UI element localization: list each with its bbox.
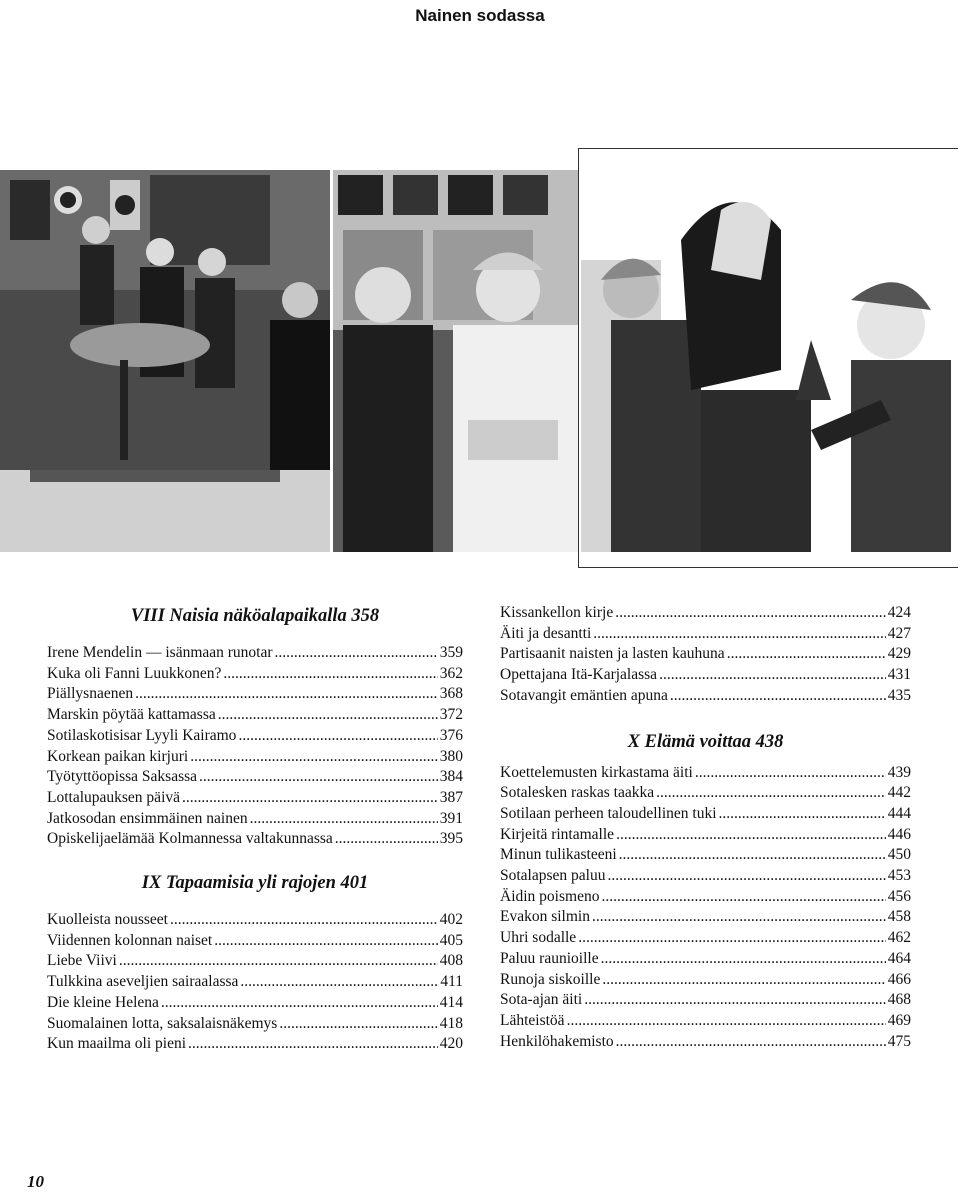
toc-entry-title: Kuka oli Fanni Luukkonen?	[47, 664, 222, 682]
toc-entry-page: 380	[439, 747, 463, 765]
photo-strip	[0, 170, 960, 552]
toc-entry-title: Uhri sodalle	[500, 929, 577, 947]
toc-entry[interactable]	[500, 949, 911, 970]
toc-entry-title: Sotalesken raskas taakka	[500, 784, 655, 802]
toc-entry-title: Lottalupauksen päivä	[47, 788, 180, 806]
toc-entry-title: Opettajana Itä-Karjalassa	[500, 666, 658, 684]
toc-list-ix	[47, 910, 463, 1055]
toc-entry-title: Evakon silmin	[500, 908, 590, 926]
toc-entry[interactable]	[500, 665, 911, 686]
toc-entry-page: 453	[887, 867, 911, 885]
toc-entry-title: Kissankellon kirje	[500, 604, 614, 621]
toc-entry-title: Paluu raunioille	[500, 949, 599, 967]
toc-entry-page: 466	[887, 970, 911, 988]
toc-entry-title: Partisaanit naisten ja lasten kauhuna	[500, 645, 725, 663]
toc-entry-page: 368	[439, 685, 463, 703]
toc-entry[interactable]	[500, 763, 911, 784]
toc-entry-title: Työtyttöopissa Saksassa	[47, 768, 198, 786]
toc-entry[interactable]	[47, 788, 463, 809]
toc-entry-title: Sota-ajan äiti	[500, 991, 583, 1009]
toc-entry-title: Marskin pöytää kattamassa	[47, 706, 216, 724]
toc-entry-title: Sotilaskotisisar Lyyli Kairamo	[47, 726, 237, 744]
toc-entry-page: 446	[887, 825, 911, 843]
toc-entry-title: Kuolleista nousseet	[47, 911, 168, 929]
toc-entry[interactable]	[500, 825, 911, 846]
toc-entry[interactable]	[500, 624, 911, 645]
toc-entry[interactable]	[500, 603, 911, 624]
toc-entry-title: Lähteistöä	[500, 1011, 565, 1029]
toc-entry-title: Äiti ja desantti	[500, 624, 592, 642]
toc-entry-page: 405	[439, 931, 463, 949]
toc-entry-title: Minun tulikasteeni	[500, 846, 617, 864]
toc-entry[interactable]	[47, 643, 463, 664]
toc-entry[interactable]	[47, 684, 463, 705]
toc-entry-page: 384	[439, 768, 463, 786]
toc-entry[interactable]	[47, 809, 463, 830]
photo-group-at-table	[0, 170, 330, 552]
toc-entry-page: 420	[439, 1035, 463, 1053]
photo-youth-with-woman	[333, 170, 578, 552]
toc-entry-page: 439	[887, 763, 911, 781]
toc-entry-title: Sotalapsen paluu	[500, 867, 606, 885]
toc-entry-page: 442	[887, 784, 911, 802]
toc-entry[interactable]	[47, 993, 463, 1014]
toc-entry-page: 462	[887, 929, 911, 947]
toc-entry[interactable]	[47, 910, 463, 931]
toc-entry[interactable]	[47, 767, 463, 788]
toc-entry-title: Sotavangit emäntien apuna	[500, 686, 668, 704]
toc-list-continued	[500, 603, 911, 707]
toc-entry-page: 456	[887, 887, 911, 905]
toc-entry-title: Henkilöhakemisto	[500, 1032, 614, 1050]
toc-entry-page: 376	[439, 726, 463, 744]
toc-list-viii	[47, 643, 463, 850]
toc-entry[interactable]	[500, 887, 911, 908]
toc-list-x	[500, 763, 911, 1053]
toc-entry-title: Opiskelijaelämää Kolmannessa valtakunnassa	[47, 830, 333, 848]
toc-entry-page: 458	[887, 908, 911, 926]
toc-entry-page: 435	[887, 686, 911, 704]
toc-entry[interactable]	[47, 705, 463, 726]
photo-frame-top-rule	[578, 148, 958, 149]
toc-entry-page: 450	[887, 846, 911, 864]
toc-entry-title: Die kleine Helena	[47, 993, 159, 1011]
section-heading-viii: VIII Naisia näköalapaikalla 358	[130, 606, 380, 626]
toc-entry[interactable]	[47, 664, 463, 685]
toc-entry-page: 372	[439, 706, 463, 724]
toc-entry[interactable]	[47, 829, 463, 850]
toc-entry-title: Suomalainen lotta, saksalaisnäkemys	[47, 1014, 278, 1032]
toc-entry-page: 427	[887, 624, 911, 642]
toc-entry[interactable]	[47, 951, 463, 972]
toc-entry-page: 469	[887, 1011, 911, 1029]
toc-entry[interactable]	[500, 845, 911, 866]
toc-entry[interactable]	[500, 928, 911, 949]
toc-entry-title: Piällysnaenen	[47, 685, 134, 703]
toc-right-column	[500, 603, 911, 1052]
toc-entry[interactable]	[500, 907, 911, 928]
section-heading-ix: IX Tapaamisia yli rajojen 401	[141, 873, 369, 894]
toc-entry-title: Jatkosodan ensimmäinen nainen	[47, 809, 248, 827]
toc-entry[interactable]	[47, 1014, 463, 1035]
toc-entry-page: 444	[887, 804, 911, 822]
toc-entry[interactable]	[500, 1011, 911, 1032]
toc-entry[interactable]	[47, 1034, 463, 1055]
toc-entry-title: Tulkkina aseveljien sairaalassa	[47, 973, 239, 991]
toc-entry[interactable]	[500, 804, 911, 825]
toc-entry-title: Kirjeitä rintamalle	[500, 825, 615, 843]
toc-entry-page: 387	[439, 788, 463, 806]
toc-entry-title: Äidin poismeno	[500, 887, 600, 905]
toc-entry-title: Runoja siskoille	[500, 970, 601, 988]
toc-entry-page: 395	[439, 830, 463, 848]
photo-frame-bottom-rule	[578, 567, 958, 568]
toc-entry-page: 391	[439, 809, 463, 827]
toc-entry[interactable]	[47, 931, 463, 952]
toc-entry-title: Koettelemusten kirkastama äiti	[500, 763, 693, 781]
toc-entry[interactable]	[500, 783, 911, 804]
toc-entry-page: 431	[887, 666, 911, 684]
toc-entry-page: 475	[887, 1032, 911, 1050]
toc-entry-page: 408	[439, 952, 463, 970]
toc-entry[interactable]	[47, 972, 463, 993]
toc-entry[interactable]	[500, 970, 911, 991]
toc-entry-page: 411	[440, 973, 463, 991]
toc-entry-page: 359	[439, 644, 463, 661]
toc-entry-title: Sotilaan perheen taloudellinen tuki	[500, 804, 717, 822]
photo-children-outdoors	[581, 170, 958, 552]
toc-entry-page: 468	[887, 991, 911, 1009]
toc-entry-title: Korkean paikan kirjuri	[47, 747, 189, 765]
toc-entry-page: 402	[439, 911, 463, 929]
section-heading-x: X Elämä voittaa 438	[627, 731, 784, 752]
toc-entry[interactable]	[500, 686, 911, 707]
page-number: 10	[27, 1172, 44, 1191]
toc-entry-page: 414	[439, 993, 463, 1011]
toc-entry-page: 418	[439, 1014, 463, 1032]
toc-entry-page: 464	[887, 949, 911, 967]
toc-entry-page: 429	[887, 645, 911, 663]
toc-entry[interactable]	[500, 644, 911, 665]
toc-entry-title: Kun maailma oli pieni	[47, 1035, 187, 1053]
toc-entry-title: Viidennen kolonnan naiset	[47, 931, 213, 949]
toc-entry[interactable]	[500, 990, 911, 1011]
toc-entry[interactable]	[47, 747, 463, 768]
toc-entry[interactable]	[500, 866, 911, 887]
toc-entry-title: Liebe Viivi	[47, 952, 117, 970]
running-header: Nainen sodassa	[415, 6, 545, 25]
toc-entry-page: 424	[887, 604, 911, 621]
toc-entry[interactable]	[47, 726, 463, 747]
toc-entry-page: 362	[439, 664, 463, 682]
toc-left-column	[47, 603, 463, 1055]
toc-entry[interactable]	[500, 1032, 911, 1053]
toc-entry-title: Irene Mendelin — isänmaan runotar	[47, 644, 273, 661]
